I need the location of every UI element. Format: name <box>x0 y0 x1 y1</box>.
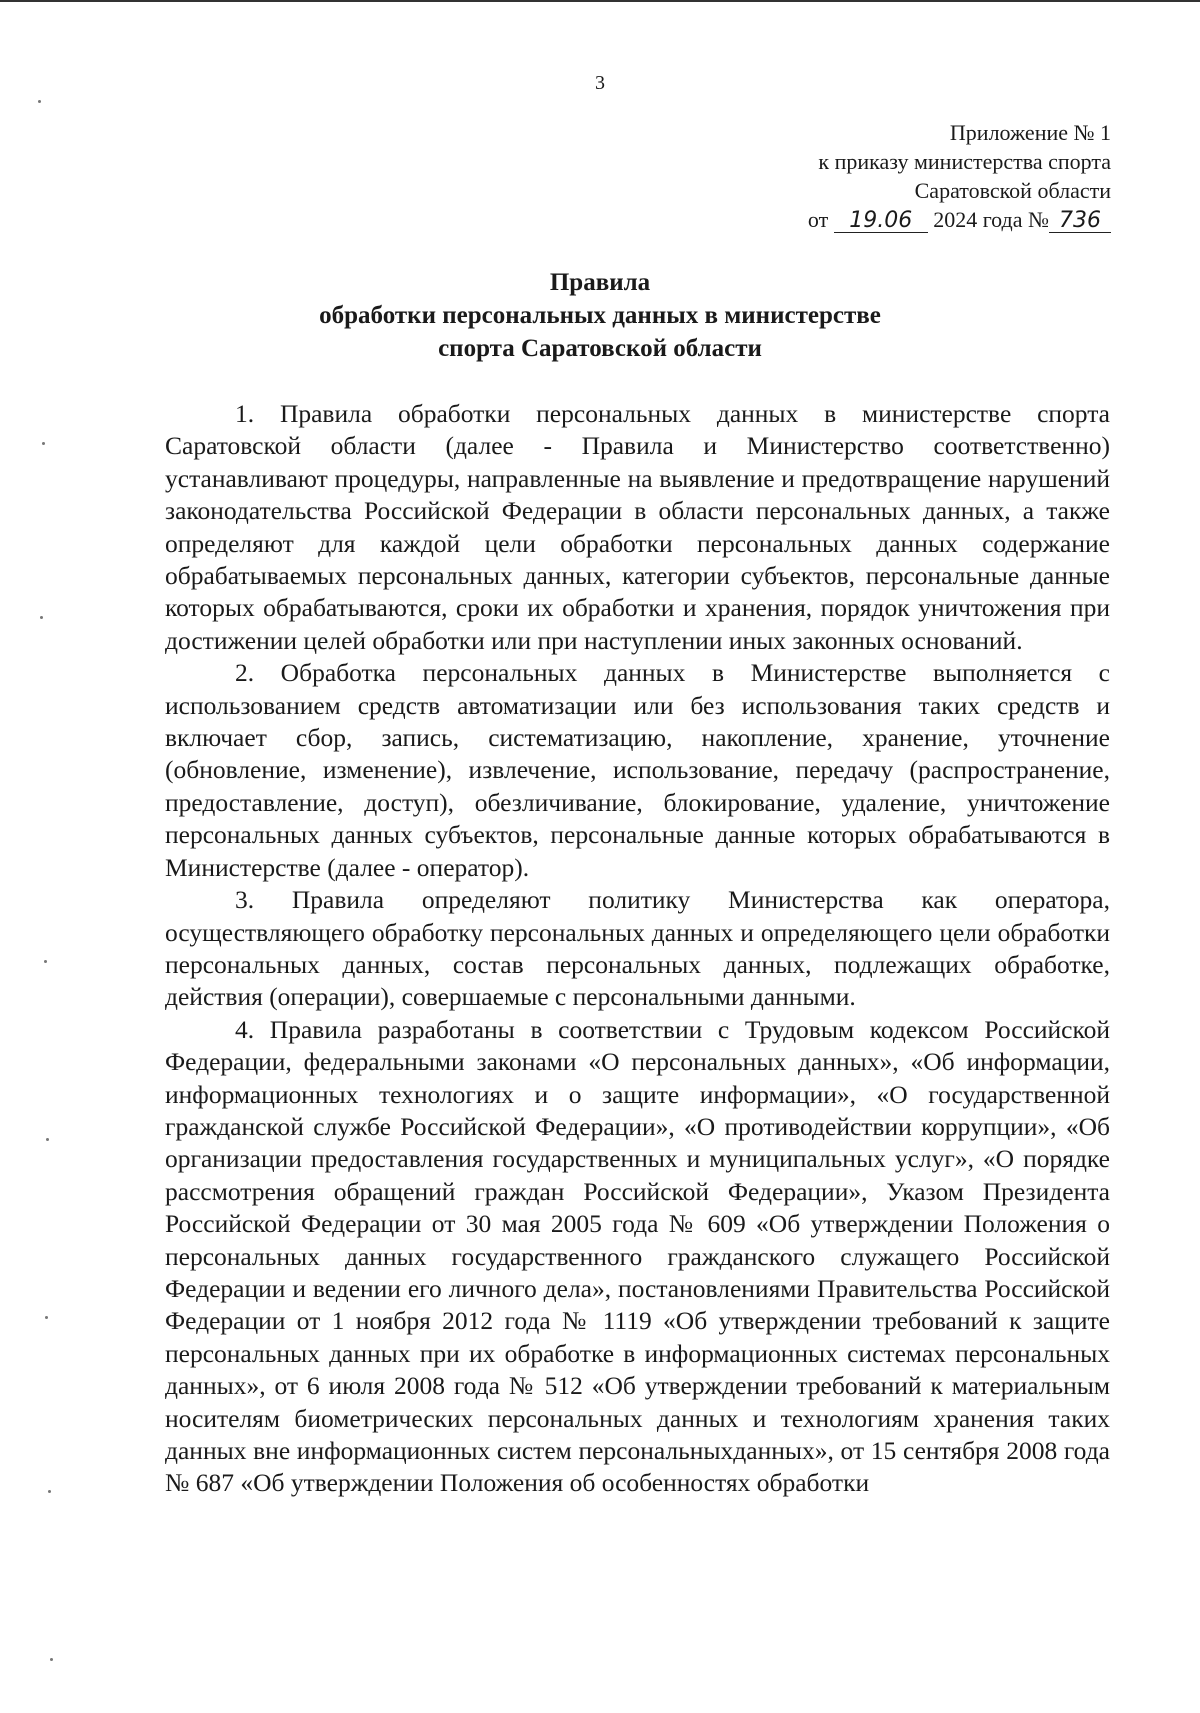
title-line-3: спорта Саратовской области <box>438 335 762 362</box>
scan-speck <box>45 1316 48 1319</box>
date-prefix: от <box>807 207 829 232</box>
title-line-2: обработки персональных данных в министерстве <box>319 302 881 329</box>
appendix-order-ref: к приказу министерства спорта <box>818 149 1111 174</box>
appendix-date-line <box>808 205 1111 234</box>
scan-speck <box>38 100 41 103</box>
appendix-region: Саратовской области <box>914 178 1111 203</box>
paragraph-3: 3. Правила определяют политику Министерства как оператора, осуществляющего обработку персональных данных и определяющего цели обработки персональных данных, состав персональных данных, подлежащих обработке, действия (операции), совершаемые с персональными данными. <box>165 885 1110 1012</box>
appendix-title: Приложение № 1 <box>949 120 1111 145</box>
title-line-1: Правила <box>549 269 651 296</box>
scan-speck <box>40 616 43 619</box>
scan-speck <box>50 1658 53 1661</box>
paragraph-1: 1. Правила обработки персональных данных в министерстве спорта Саратовской области (далее - Правила и Министерство соответственно) устанавливают процедуры, направленные на выявление и предотвращение нарушений законодательства Российской Федерации в области персональных данных, а также определяют для каждой цели обработки персональных данных содержание обрабатываемых персональных данных, категории субъектов, персональные данные которых обрабатываются, сроки их обработки и хранения, порядок уничтожения при достижении целей обработки или при наступлении иных законных оснований. <box>165 399 1110 655</box>
handwritten-order-number: 736 <box>1049 210 1111 233</box>
scan-speck <box>46 1138 49 1141</box>
document-title <box>0 266 1200 365</box>
scan-speck <box>44 960 47 963</box>
appendix-header <box>808 118 1111 234</box>
page-number: 3 <box>595 72 605 94</box>
scan-top-edge <box>0 0 1200 2</box>
document-body <box>165 398 1110 1500</box>
paragraph-4: 4. Правила разработаны в соответствии с Трудовым кодексом Российской Федерации, федеральными законами «О персональных данных», «Об информации, информационных технологиях и о защите информации», «О государственной гражданской службе Российской Федерации», «О противодействии коррупции», «Об организации предоставления государственных и муниципальных услуг», «О порядке рассмотрения обращений граждан Российской Федерации», Указом Президента Российской Федерации от 30 мая 2005 года № 609 «Об утверждении Положения о персональных данных государственного гражданского служащего Российской Федерации и ведении его личного дела», постановлениями Правительства Российской Федерации от 1 ноября 2012 года № 1119 «Об утверждении требований к защите персональных данных при их обработке в информационных системах персональных данных», от 6 июля 2008 года № 512 «Об утверждении требований к материальным носителям биометрических персональных данных и технологиям хранения таких данных вне информационных систем персональныхданных», от 15 сентября 2008 года № 687 «Об утверждении Положения об особенностях обработки <box>165 1014 1110 1498</box>
scan-speck <box>42 442 45 445</box>
handwritten-date: 19.06 <box>834 210 928 233</box>
scan-speck <box>48 1490 51 1493</box>
year-text: 2024 года № <box>933 207 1049 232</box>
paragraph-2: 2. Обработка персональных данных в Министерстве выполняется с использованием средств автоматизации или без использования таких средств и включает сбор, запись, систематизацию, накопление, хранение, уточнение (обновление, изменение), извлечение, использование, передачу (распространение, предоставление, доступ), обезличивание, блокирование, удаление, уничтожение персональных данных субъектов, персональные данные которых обрабатываются в Министерстве (далее - оператор). <box>165 658 1110 882</box>
